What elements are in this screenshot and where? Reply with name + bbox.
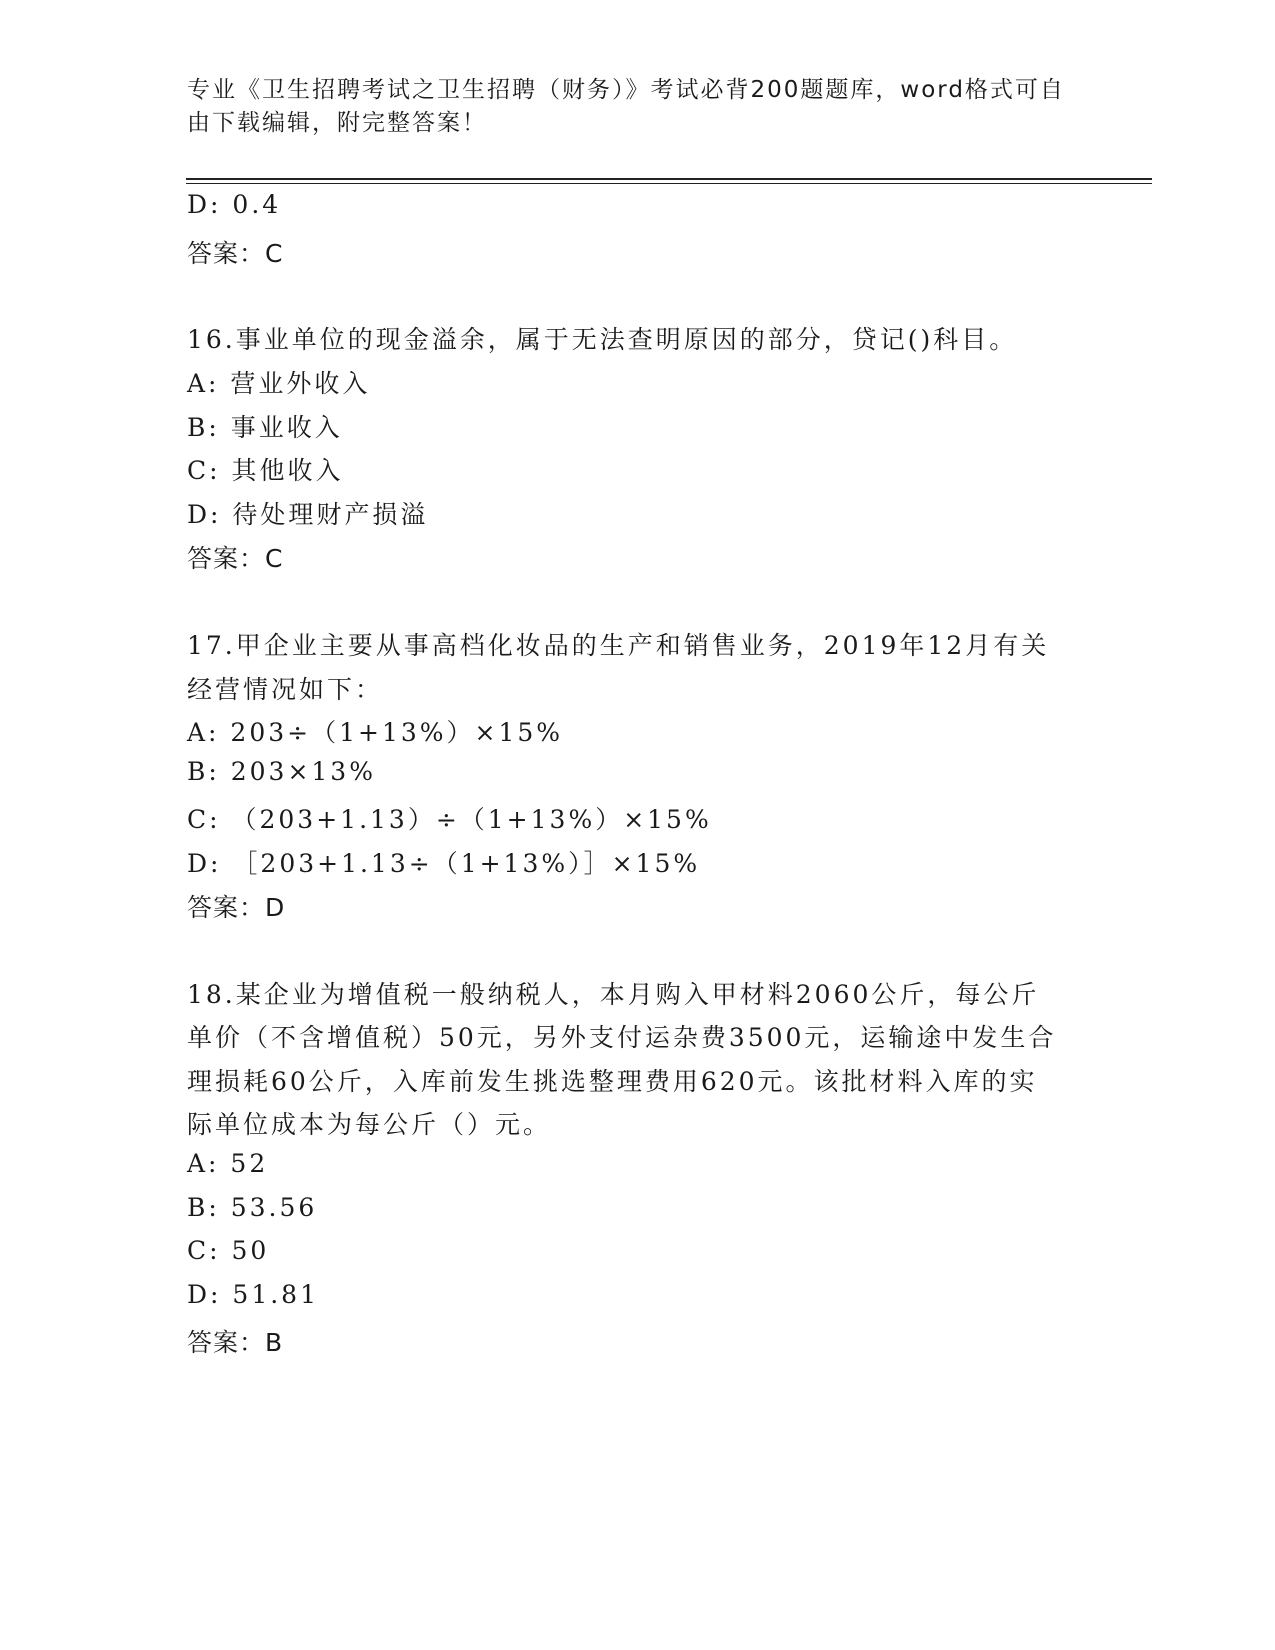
q18-answer: 答案：B [187, 1328, 284, 1357]
q17-option-c: C: （203+1.13）÷（1+13%）×15% [187, 805, 712, 834]
q16-question: 16.事业单位的现金溢余，属于无法查明原因的部分，贷记()科目。 [187, 325, 1018, 354]
prev-option-d: D: 0.4 [187, 190, 282, 219]
prev-answer: 答案：C [187, 239, 284, 268]
header-divider-thick [186, 178, 1152, 180]
document-header [187, 74, 1067, 140]
q16-option-c: C: 其他收入 [187, 456, 344, 485]
q16-option-d: D: 待处理财产损溢 [187, 500, 429, 529]
q17-option-a: A: 203÷（1+13%）×15% [187, 718, 564, 747]
q18-option-d: D: 51.81 [187, 1280, 319, 1309]
q17-answer: 答案：D [187, 893, 286, 922]
q18-option-a: A: 52 [187, 1149, 269, 1178]
q18-question-line-2: 单价（不含增值税）50元，另外支付运杂费3500元，运输途中发生合 [187, 1023, 1057, 1052]
q18-question-line-4: 际单位成本为每公斤（）元。 [187, 1110, 552, 1139]
q17-option-d: D: ［203+1.13÷（1+13%）］×15% [187, 849, 701, 878]
q18-question-line-3: 理损耗60公斤，入库前发生挑选整理费用620元。该批材料入库的实 [187, 1067, 1038, 1096]
header-title-line-2: 由下载编辑，附完整答案！ [187, 110, 487, 136]
q18-option-c: C: 50 [187, 1236, 270, 1265]
q16-answer: 答案：C [187, 544, 284, 573]
q17-option-b: B: 203×13% [187, 757, 376, 786]
header-divider-thin [186, 183, 1152, 184]
q18-question-line-1: 18.某企业为增值税一般纳税人，本月购入甲材料2060公斤，每公斤 [187, 980, 1040, 1009]
q16-option-a: A: 营业外收入 [187, 369, 371, 398]
q16-option-b: B: 事业收入 [187, 413, 343, 442]
header-title-line-1: 专业《卫生招聘考试之卫生招聘（财务）》考试必背200题题库，word格式可自 [187, 77, 1065, 103]
q18-option-b: B: 53.56 [187, 1193, 318, 1222]
q17-question-line-2: 经营情况如下： [187, 675, 384, 704]
q17-question-line-1: 17.甲企业主要从事高档化妆品的生产和销售业务，2019年12月有关 [187, 631, 1050, 660]
